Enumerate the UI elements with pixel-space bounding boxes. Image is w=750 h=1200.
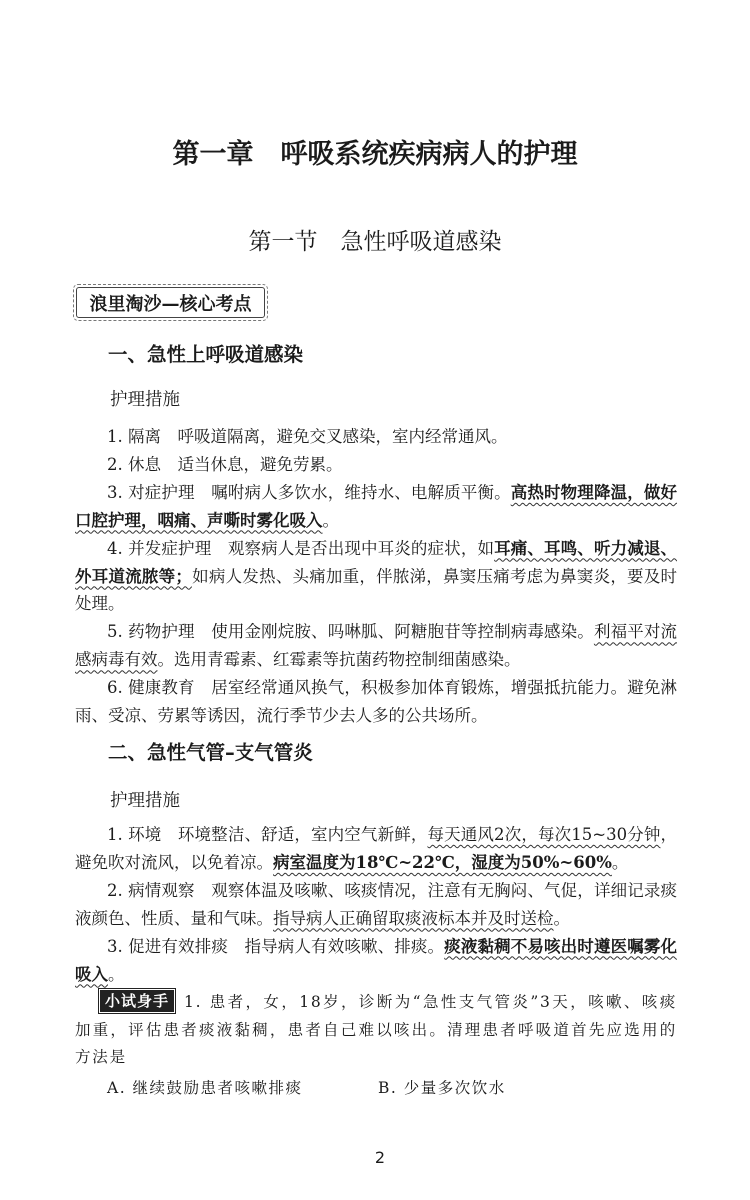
core-points-label: 浪里淘沙—核心考点 xyxy=(76,287,265,318)
quiz-question: 1. 患者，女，18岁，诊断为“急性支气管炎”3天，咳嗽、咳痰加重，评估患者痰液黏稠，患者自己难以咳出。清理患者呼吸道首先应选用的方法是 xyxy=(75,993,677,1066)
item-text: 呼吸道隔离，避免交叉感染，室内经常通风。 xyxy=(177,427,508,446)
item-tail: 。 xyxy=(553,908,570,928)
item-text: 指导病人有效咳嗽、排痰。 xyxy=(244,936,445,956)
item-tail: 如病人发热、头痛加重，伴脓涕，鼻窦压痛考虑为鼻窦炎，要及时处理。 xyxy=(75,566,678,614)
item-label: 3. 对症护理 xyxy=(107,482,195,502)
item-paragraph xyxy=(75,451,677,479)
item-paragraph xyxy=(75,821,677,877)
item-text: 观察体温及咳嗽、咳痰情况，注意有无胸闷、气促，详细记录痰液颜色、性质、量和气味。 xyxy=(75,880,677,928)
page-number: 2 xyxy=(374,1148,386,1167)
part-heading-bronchitis: 二、急性气管–支气管炎 xyxy=(108,741,313,764)
key-point: 病室温度为18℃~22℃，湿度为50%~60% xyxy=(273,852,612,872)
item-tail: 。 xyxy=(611,852,629,872)
item-label: 5. 药物护理 xyxy=(107,622,195,642)
item-paragraph xyxy=(75,933,677,989)
item-label: 1. 环境 xyxy=(107,825,162,844)
item-label: 4. 并发症护理 xyxy=(107,538,212,558)
underlined-note: 指导病人正确留取痰液标本并及时送检 xyxy=(273,908,554,928)
part-heading-upper-respiratory: 一、急性上呼吸道感染 xyxy=(108,343,304,366)
item-tail: 。 xyxy=(322,510,339,530)
item-paragraph xyxy=(75,423,677,451)
chapter-title: 第一章 呼吸系统疾病病人的护理 xyxy=(172,139,578,170)
key-point: 耳痛、耳鸣、听力减退、外耳道流脓等； xyxy=(75,538,677,586)
item-text: 居室经常通风换气，积极参加体育锻炼，增强抵抗能力。避免淋雨、受凉、劳累等诱因，流行季节少去人多的公共场所。 xyxy=(75,678,677,726)
quiz-badge: 小试身手 xyxy=(100,990,174,1012)
item-paragraph xyxy=(75,674,677,730)
item-text: 适当休息，避免劳累。 xyxy=(177,454,343,474)
section-title: 第一节 急性呼吸道感染 xyxy=(248,229,502,255)
item-text: 使用金刚烷胺、吗啉胍、阿糖胞苷等控制病毒感染。 xyxy=(211,622,594,642)
underlined-note: 每天通风2次，每次15~30分钟 xyxy=(427,825,661,844)
item-paragraph xyxy=(75,618,677,674)
key-point: 高热时物理降温，做好口腔护理，咽痛、声嘶时雾化吸入 xyxy=(75,482,677,530)
nursing-items-list xyxy=(75,821,677,988)
item-text: 观察病人是否出现中耳炎的症状，如 xyxy=(227,538,495,558)
subheading-nursing-measures: 护理措施 xyxy=(110,390,180,410)
subheading-nursing-measures: 护理措施 xyxy=(110,791,180,811)
item-paragraph xyxy=(75,535,677,619)
quiz-option-b: B. 少量多次饮水 xyxy=(378,1079,506,1097)
item-tail: 。 xyxy=(108,964,125,984)
nursing-items-list xyxy=(75,423,677,730)
item-label: 6. 健康教育 xyxy=(107,678,195,698)
core-points-box xyxy=(73,284,268,321)
quiz-block xyxy=(75,989,677,1072)
item-text: 嘱咐病人多饮水，维持水、电解质平衡。 xyxy=(211,482,511,502)
item-paragraph xyxy=(75,877,677,933)
underlined-note: 利福平对流感病毒有效 xyxy=(75,622,677,670)
item-label: 3. 促进有效排痰 xyxy=(107,936,228,956)
item-label: 1. 隔离 xyxy=(107,427,161,446)
quiz-option-a: A. 继续鼓励患者咳嗽排痰 xyxy=(107,1079,303,1097)
key-point: 痰液黏稠不易咳出时遵医嘱雾化吸入 xyxy=(75,936,677,984)
item-text-middle: ，避免吹对流风，以免着凉。 xyxy=(75,825,677,872)
item-label: 2. 休息 xyxy=(107,454,161,474)
item-text: 环境整洁、舒适，室内空气新鲜， xyxy=(177,825,428,844)
item-label: 2. 病情观察 xyxy=(107,880,195,900)
item-tail: 。选用青霉素、红霉素等抗菌药物控制细菌感染。 xyxy=(157,650,521,670)
item-paragraph xyxy=(75,479,677,535)
